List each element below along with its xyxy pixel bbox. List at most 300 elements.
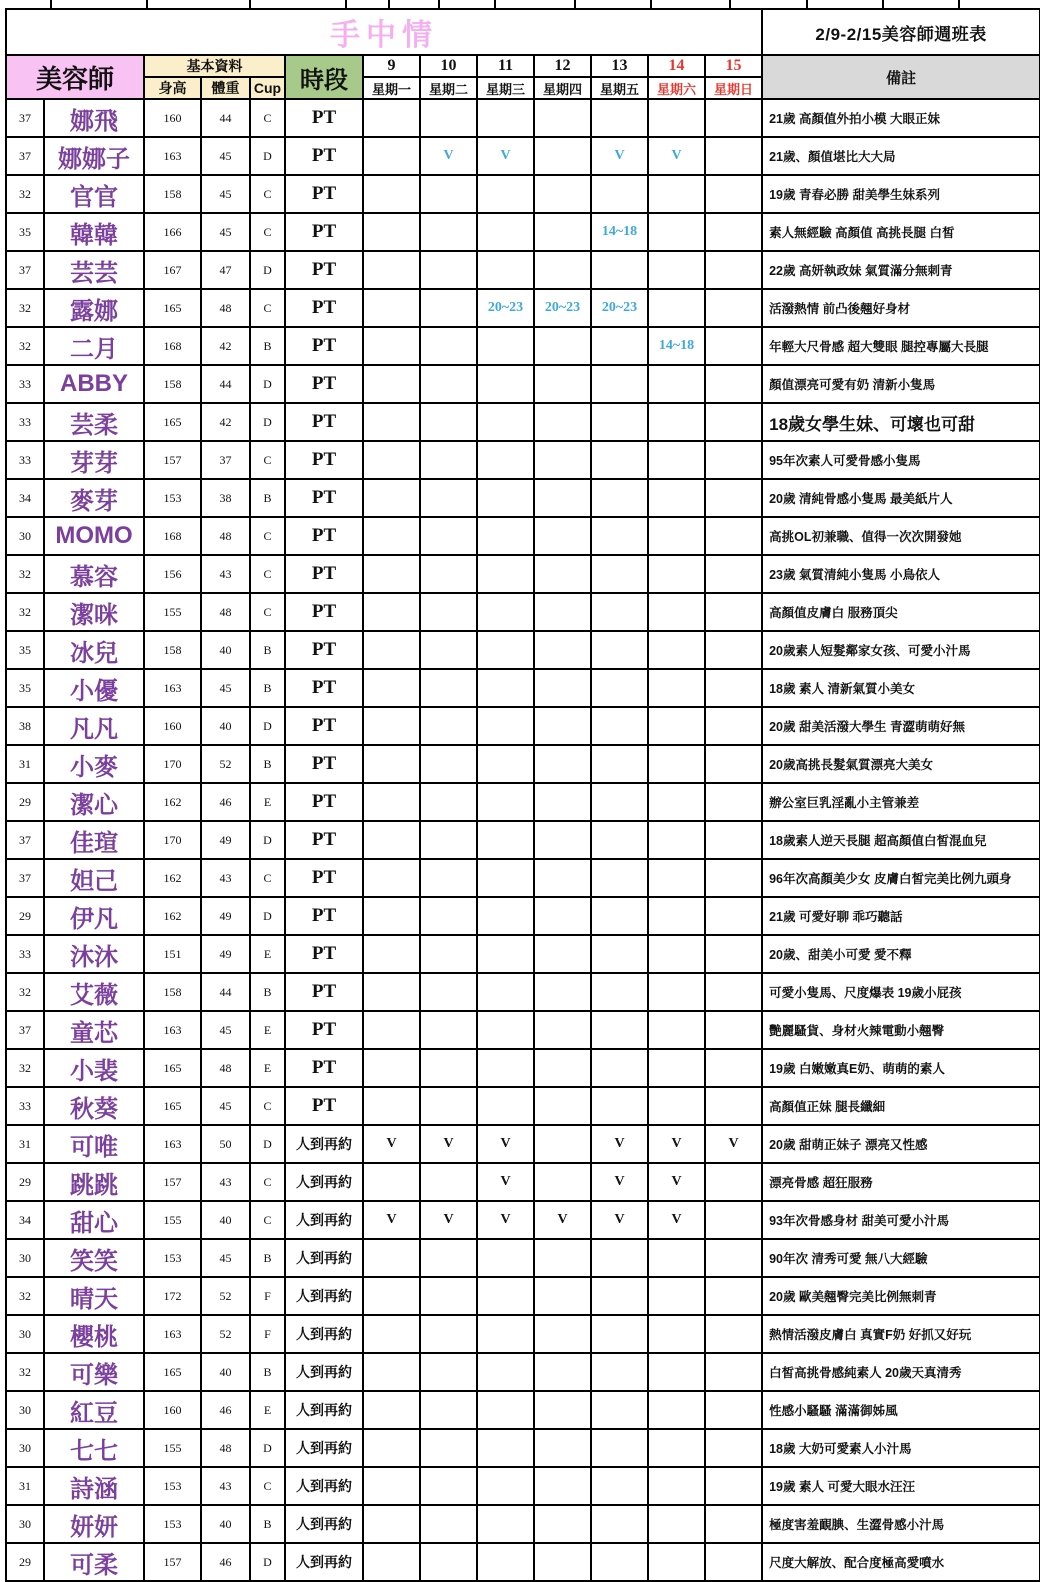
beautician-name: 娜娜子 [44, 137, 144, 175]
day-cell-sun [705, 251, 762, 289]
table-row [6, 137, 1040, 175]
day-cell-mon [363, 1391, 420, 1429]
timeslot-cell: 人到再約 [285, 1125, 363, 1163]
timeslot-cell: PT [285, 99, 363, 137]
day-cell-thu [534, 897, 591, 935]
age-cell: 31 [6, 745, 44, 783]
day-cell-thu [534, 1543, 591, 1581]
weight-cell: 45 [201, 213, 250, 251]
timeslot-cell: 人到再約 [285, 1391, 363, 1429]
day-cell-sun [705, 973, 762, 1011]
age-cell: 32 [6, 1049, 44, 1087]
day-cell-thu [534, 593, 591, 631]
weight-cell: 43 [201, 1163, 250, 1201]
day-cell-sat [648, 935, 705, 973]
day-cell-tue [420, 859, 477, 897]
day-cell-wed [477, 1353, 534, 1391]
day-cell-sat [648, 1011, 705, 1049]
timeslot-cell: PT [285, 479, 363, 517]
table-row [6, 1087, 1040, 1125]
remark-cell: 高挑OL初兼職、值得一次次開發她 [762, 517, 1040, 555]
timeslot-cell: 人到再約 [285, 1429, 363, 1467]
day-cell-wed [477, 555, 534, 593]
day-date-header: 12 [534, 55, 591, 77]
day-cell-sat [648, 175, 705, 213]
timeslot-cell: PT [285, 745, 363, 783]
timeslot-cell: PT [285, 859, 363, 897]
day-date-header: 11 [477, 55, 534, 77]
cup-cell: C [250, 1163, 285, 1201]
day-cell-thu [534, 821, 591, 859]
beautician-name: MOMO [44, 517, 144, 555]
day-cell-wed [477, 251, 534, 289]
day-cell-fri [591, 1543, 648, 1581]
age-cell: 37 [6, 1011, 44, 1049]
day-cell-sun [705, 821, 762, 859]
day-cell-tue [420, 1543, 477, 1581]
age-cell: 30 [6, 1505, 44, 1543]
day-cell-wed [477, 1087, 534, 1125]
table-row [6, 175, 1040, 213]
day-date-header: 15 [705, 55, 762, 77]
height-cell: 155 [144, 1429, 201, 1467]
table-row [6, 631, 1040, 669]
day-cell-fri [591, 441, 648, 479]
day-cell-tue [420, 1011, 477, 1049]
day-cell-wed [477, 897, 534, 935]
weight-cell: 46 [201, 1543, 250, 1581]
cup-cell: E [250, 783, 285, 821]
cup-cell: D [250, 897, 285, 935]
age-cell: 35 [6, 213, 44, 251]
timeslot-cell: 人到再約 [285, 1467, 363, 1505]
day-cell-fri: V [591, 1201, 648, 1239]
cup-cell: C [250, 175, 285, 213]
cup-cell: C [250, 1467, 285, 1505]
table-row [6, 251, 1040, 289]
day-cell-fri [591, 555, 648, 593]
weekday-header: 星期一 [363, 77, 420, 99]
day-cell-sun [705, 213, 762, 251]
timeslot-cell: 人到再約 [285, 1239, 363, 1277]
age-cell: 30 [6, 1429, 44, 1467]
day-cell-sun [705, 1391, 762, 1429]
height-cell: 158 [144, 175, 201, 213]
day-cell-tue [420, 745, 477, 783]
day-cell-sun [705, 479, 762, 517]
day-cell-sun [705, 1011, 762, 1049]
day-cell-mon [363, 821, 420, 859]
beautician-name: ABBY [44, 365, 144, 403]
day-cell-sat [648, 1429, 705, 1467]
remark-cell: 活潑熱情 前凸後翹好身材 [762, 289, 1040, 327]
day-date-header: 10 [420, 55, 477, 77]
day-cell-sun [705, 99, 762, 137]
day-cell-sun [705, 403, 762, 441]
table-row [6, 1163, 1040, 1201]
day-cell-thu [534, 1239, 591, 1277]
day-cell-mon [363, 175, 420, 213]
day-cell-mon [363, 327, 420, 365]
schedule-table [5, 8, 1040, 1582]
table-row [6, 707, 1040, 745]
day-cell-sat [648, 859, 705, 897]
age-cell: 33 [6, 441, 44, 479]
day-cell-thu [534, 403, 591, 441]
day-cell-sun [705, 1201, 762, 1239]
table-row [6, 1429, 1040, 1467]
beautician-name: 潔咪 [44, 593, 144, 631]
cup-cell: C [250, 441, 285, 479]
day-cell-wed [477, 441, 534, 479]
day-cell-thu [534, 365, 591, 403]
day-cell-mon [363, 289, 420, 327]
day-cell-mon [363, 631, 420, 669]
day-cell-mon [363, 593, 420, 631]
day-cell-tue [420, 1315, 477, 1353]
day-cell-thu [534, 137, 591, 175]
cup-cell: B [250, 631, 285, 669]
age-cell: 37 [6, 859, 44, 897]
age-cell: 31 [6, 1467, 44, 1505]
day-cell-mon [363, 745, 420, 783]
cup-cell: E [250, 1011, 285, 1049]
day-date-header: 14 [648, 55, 705, 77]
weight-cell: 40 [201, 1353, 250, 1391]
cup-cell: B [250, 1239, 285, 1277]
day-cell-wed [477, 213, 534, 251]
day-cell-thu [534, 1087, 591, 1125]
day-cell-sun [705, 1277, 762, 1315]
day-cell-thu: V [534, 1201, 591, 1239]
day-cell-tue [420, 1353, 477, 1391]
remark-cell: 20歲 甜美活潑大學生 青澀萌萌好無 [762, 707, 1040, 745]
beautician-name: 跳跳 [44, 1163, 144, 1201]
day-cell-wed [477, 593, 534, 631]
weight-cell: 42 [201, 327, 250, 365]
beautician-name: 佳瑄 [44, 821, 144, 859]
day-cell-thu: 20~23 [534, 289, 591, 327]
day-cell-mon [363, 479, 420, 517]
beautician-name: 晴天 [44, 1277, 144, 1315]
day-cell-tue [420, 479, 477, 517]
remark-cell: 21歲 可愛好聊 乖巧聽話 [762, 897, 1040, 935]
height-cell: 153 [144, 479, 201, 517]
height-cell: 153 [144, 1239, 201, 1277]
height-cell: 160 [144, 1391, 201, 1429]
timeslot-cell: PT [285, 631, 363, 669]
age-cell: 29 [6, 783, 44, 821]
remark-cell: 19歲 素人 可愛大眼水汪汪 [762, 1467, 1040, 1505]
day-cell-sat [648, 403, 705, 441]
height-cell: 162 [144, 897, 201, 935]
age-cell: 32 [6, 973, 44, 1011]
height-cell: 158 [144, 365, 201, 403]
day-cell-thu [534, 555, 591, 593]
weight-cell: 45 [201, 1239, 250, 1277]
day-cell-fri [591, 1505, 648, 1543]
beautician-name: 娜飛 [44, 99, 144, 137]
beautician-name: 笑笑 [44, 1239, 144, 1277]
table-row [6, 1239, 1040, 1277]
weight-cell: 44 [201, 973, 250, 1011]
weight-cell: 43 [201, 859, 250, 897]
table-row [6, 99, 1040, 137]
basic-info-header: 基本資料 [144, 55, 285, 77]
height-cell: 160 [144, 707, 201, 745]
day-cell-thu [534, 251, 591, 289]
timeslot-cell: PT [285, 1049, 363, 1087]
day-cell-wed [477, 517, 534, 555]
day-cell-fri [591, 175, 648, 213]
beautician-name: 可柔 [44, 1543, 144, 1581]
day-cell-wed [477, 973, 534, 1011]
day-cell-sun [705, 897, 762, 935]
remark-cell: 性感小騷騷 滿滿御姊風 [762, 1391, 1040, 1429]
day-cell-fri [591, 1239, 648, 1277]
table-row [6, 1467, 1040, 1505]
day-cell-wed [477, 1505, 534, 1543]
day-cell-tue [420, 327, 477, 365]
remark-cell: 20歲、甜美小可愛 愛不釋 [762, 935, 1040, 973]
day-cell-wed [477, 175, 534, 213]
cup-cell: D [250, 137, 285, 175]
weekday-header: 星期三 [477, 77, 534, 99]
day-cell-sat [648, 289, 705, 327]
beautician-name: 芽芽 [44, 441, 144, 479]
day-cell-sun: V [705, 1125, 762, 1163]
day-cell-fri [591, 821, 648, 859]
cup-cell: D [250, 1125, 285, 1163]
day-cell-fri [591, 935, 648, 973]
day-cell-sat [648, 631, 705, 669]
day-cell-thu [534, 1125, 591, 1163]
day-cell-wed [477, 479, 534, 517]
timeslot-cell: 人到再約 [285, 1201, 363, 1239]
day-cell-thu [534, 973, 591, 1011]
day-cell-thu [534, 631, 591, 669]
table-row [6, 517, 1040, 555]
day-cell-sun [705, 745, 762, 783]
day-cell-sun [705, 935, 762, 973]
cropped-row-above [5, 0, 1035, 8]
day-cell-sat [648, 1467, 705, 1505]
day-cell-sat [648, 821, 705, 859]
timeslot-cell: PT [285, 441, 363, 479]
timeslot-cell: PT [285, 783, 363, 821]
day-cell-mon [363, 1353, 420, 1391]
day-cell-thu [534, 1391, 591, 1429]
cup-cell: C [250, 593, 285, 631]
beautician-name: 甜心 [44, 1201, 144, 1239]
day-cell-fri [591, 973, 648, 1011]
day-cell-sat: V [648, 137, 705, 175]
timeslot-cell: PT [285, 517, 363, 555]
height-cell: 156 [144, 555, 201, 593]
day-cell-mon [363, 1163, 420, 1201]
height-cell: 163 [144, 137, 201, 175]
day-cell-wed [477, 1543, 534, 1581]
table-row [6, 479, 1040, 517]
age-cell: 35 [6, 669, 44, 707]
day-cell-thu [534, 441, 591, 479]
day-cell-fri [591, 1049, 648, 1087]
day-cell-sat [648, 441, 705, 479]
height-cell: 163 [144, 1011, 201, 1049]
age-cell: 33 [6, 1087, 44, 1125]
weight-cell: 37 [201, 441, 250, 479]
table-row [6, 593, 1040, 631]
cup-cell: B [250, 327, 285, 365]
timeslot-cell: 人到再約 [285, 1315, 363, 1353]
beautician-name: 小麥 [44, 745, 144, 783]
height-cell: 170 [144, 745, 201, 783]
day-cell-wed [477, 935, 534, 973]
table-row [6, 403, 1040, 441]
table-row [6, 973, 1040, 1011]
day-cell-fri [591, 897, 648, 935]
cup-cell: C [250, 1087, 285, 1125]
weight-cell: 45 [201, 137, 250, 175]
remark-cell: 18歲 大奶可愛素人小汁馬 [762, 1429, 1040, 1467]
remark-cell: 辦公室巨乳淫亂小主管兼差 [762, 783, 1040, 821]
day-cell-fri [591, 403, 648, 441]
day-cell-fri [591, 631, 648, 669]
age-cell: 34 [6, 1201, 44, 1239]
day-cell-sun [705, 1315, 762, 1353]
day-cell-thu [534, 1011, 591, 1049]
day-cell-tue [420, 707, 477, 745]
age-cell: 31 [6, 1125, 44, 1163]
day-cell-fri [591, 783, 648, 821]
day-cell-fri [591, 517, 648, 555]
weight-cell: 50 [201, 1125, 250, 1163]
age-cell: 29 [6, 897, 44, 935]
age-cell: 37 [6, 251, 44, 289]
day-cell-fri: 20~23 [591, 289, 648, 327]
weight-cell: 40 [201, 631, 250, 669]
day-cell-tue [420, 517, 477, 555]
day-cell-tue [420, 1505, 477, 1543]
day-cell-tue [420, 213, 477, 251]
age-cell: 37 [6, 821, 44, 859]
day-cell-thu [534, 707, 591, 745]
day-cell-mon [363, 1315, 420, 1353]
day-cell-mon [363, 1049, 420, 1087]
sheet-title-cell [762, 9, 1040, 55]
day-cell-tue [420, 251, 477, 289]
timeslot-cell: PT [285, 213, 363, 251]
day-cell-wed [477, 327, 534, 365]
day-cell-fri [591, 327, 648, 365]
day-cell-mon [363, 1429, 420, 1467]
beautician-name: 韓韓 [44, 213, 144, 251]
day-cell-sat [648, 1315, 705, 1353]
height-cell: 163 [144, 669, 201, 707]
timeslot-cell: PT [285, 1087, 363, 1125]
day-cell-sat: V [648, 1201, 705, 1239]
cup-cell: D [250, 1429, 285, 1467]
table-row [6, 935, 1040, 973]
day-cell-tue [420, 593, 477, 631]
beautician-name: 小優 [44, 669, 144, 707]
age-cell: 32 [6, 289, 44, 327]
weight-cell: 45 [201, 1011, 250, 1049]
day-cell-sun [705, 707, 762, 745]
height-cell: 168 [144, 327, 201, 365]
day-cell-sat [648, 99, 705, 137]
remark-cell: 19歲 白嫩嫩真E奶、萌萌的素人 [762, 1049, 1040, 1087]
day-cell-thu [534, 1049, 591, 1087]
day-cell-tue [420, 1277, 477, 1315]
day-cell-mon [363, 1505, 420, 1543]
remark-cell: 96年次高顏美少女 皮膚白皙完美比例九頭身 [762, 859, 1040, 897]
day-cell-tue [420, 289, 477, 327]
day-cell-sat: V [648, 1125, 705, 1163]
day-cell-sun [705, 365, 762, 403]
day-cell-wed: V [477, 137, 534, 175]
day-cell-sat [648, 365, 705, 403]
age-cell: 32 [6, 593, 44, 631]
day-cell-sun [705, 327, 762, 365]
remark-cell: 漂亮骨感 超狂服務 [762, 1163, 1040, 1201]
day-cell-mon [363, 783, 420, 821]
day-cell-fri [591, 1467, 648, 1505]
day-cell-thu [534, 1277, 591, 1315]
table-row [6, 213, 1040, 251]
weekday-header: 星期五 [591, 77, 648, 99]
day-cell-sun [705, 555, 762, 593]
cup-cell: D [250, 403, 285, 441]
weight-cell: 49 [201, 897, 250, 935]
age-cell: 30 [6, 1315, 44, 1353]
weight-cell: 46 [201, 783, 250, 821]
remark-cell: 素人無經驗 高顏值 高挑長腿 白皙 [762, 213, 1040, 251]
remark-cell: 年輕大尺骨感 超大雙眼 腿控專屬大長腿 [762, 327, 1040, 365]
height-cell: 170 [144, 821, 201, 859]
remark-cell: 高顏值皮膚白 服務頂尖 [762, 593, 1040, 631]
height-cell: 158 [144, 631, 201, 669]
height-cell: 157 [144, 1543, 201, 1581]
day-cell-sun [705, 1467, 762, 1505]
height-cell: 155 [144, 1201, 201, 1239]
day-cell-wed [477, 403, 534, 441]
beautician-name: 詩涵 [44, 1467, 144, 1505]
day-cell-mon: V [363, 1125, 420, 1163]
day-cell-sat: 14~18 [648, 327, 705, 365]
timeslot-cell: PT [285, 973, 363, 1011]
height-header: 身高 [144, 77, 201, 99]
weight-cell: 48 [201, 1049, 250, 1087]
day-cell-sat [648, 1391, 705, 1429]
height-cell: 165 [144, 1087, 201, 1125]
day-cell-tue [420, 631, 477, 669]
day-cell-thu [534, 99, 591, 137]
day-cell-thu [534, 327, 591, 365]
day-cell-wed [477, 1239, 534, 1277]
age-cell: 29 [6, 1163, 44, 1201]
height-cell: 165 [144, 1353, 201, 1391]
day-cell-sat [648, 707, 705, 745]
day-cell-tue [420, 99, 477, 137]
age-cell: 30 [6, 1391, 44, 1429]
day-cell-wed: V [477, 1125, 534, 1163]
day-cell-thu [534, 1505, 591, 1543]
day-cell-wed [477, 631, 534, 669]
day-cell-wed [477, 859, 534, 897]
cup-cell: C [250, 99, 285, 137]
title-row [6, 9, 1040, 55]
